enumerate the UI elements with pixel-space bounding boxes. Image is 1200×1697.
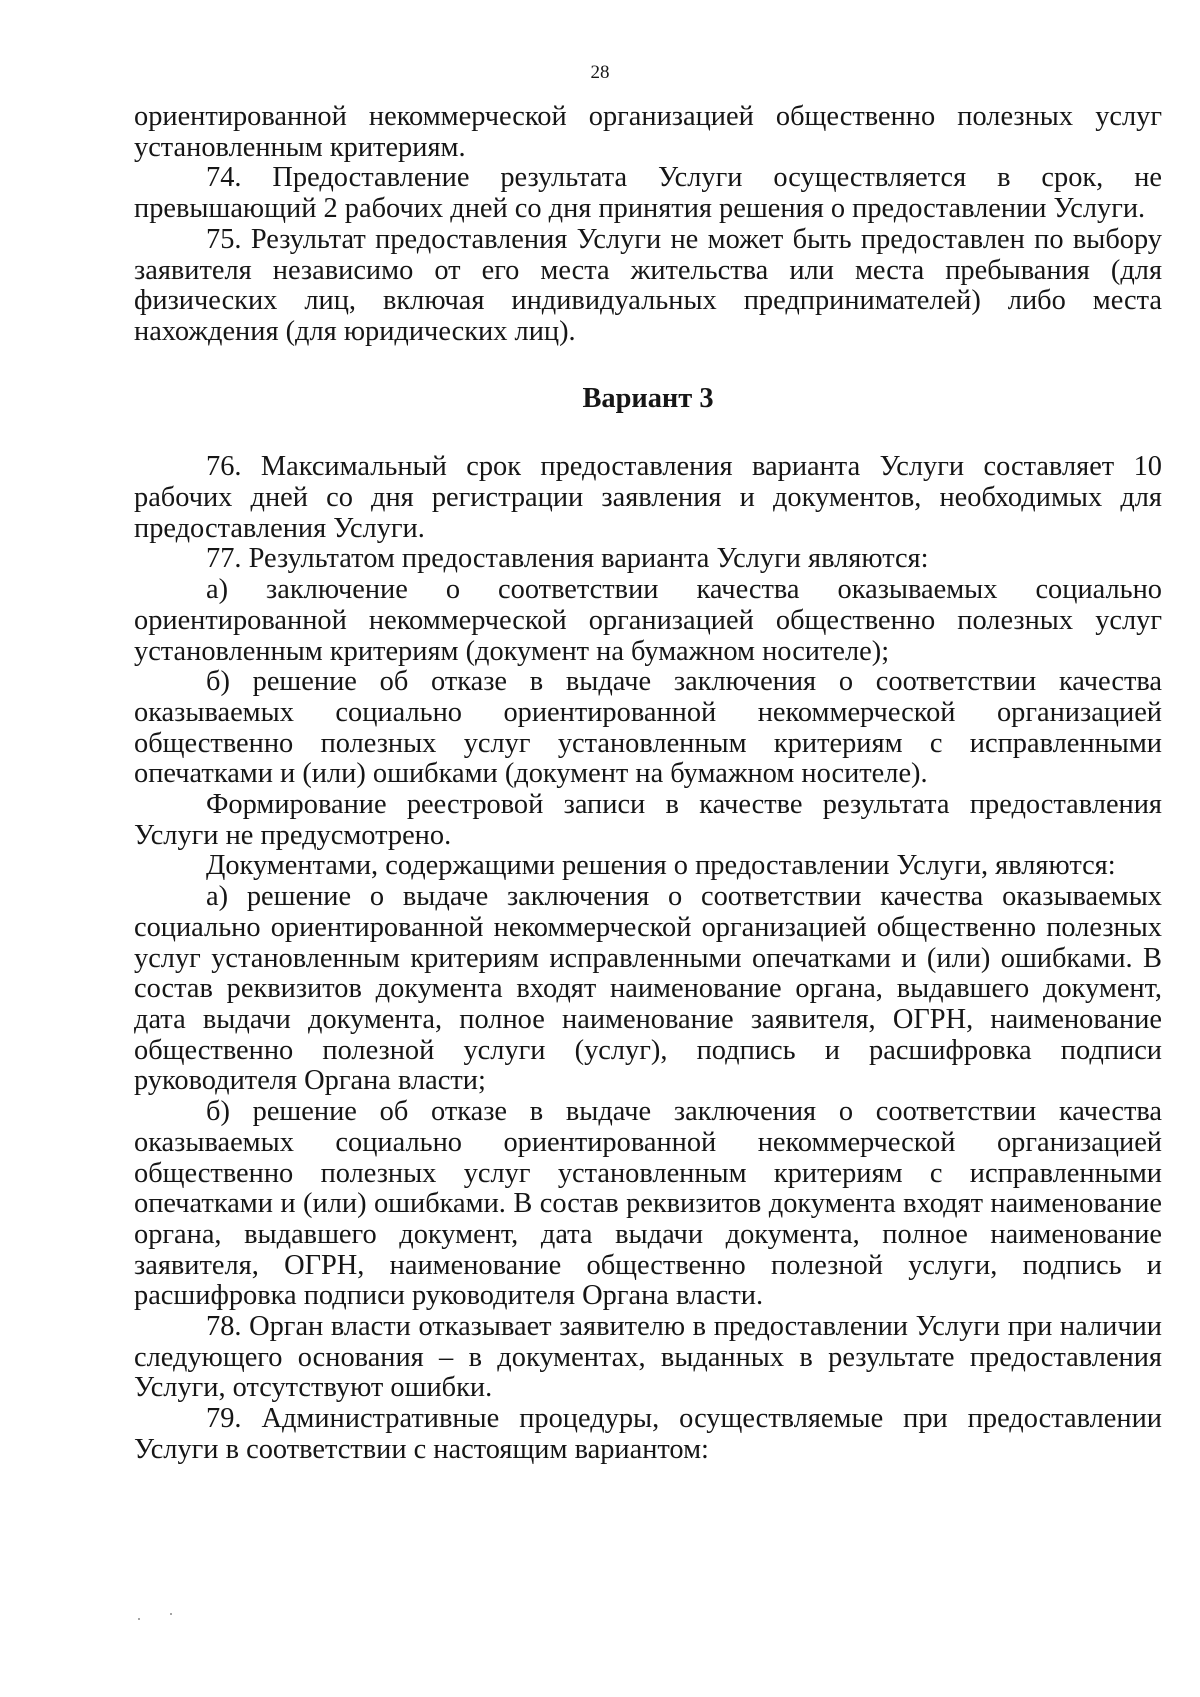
paragraph-79: 79. Административные процедуры, осуществляемые при предоставлении Услуги в соответствии с настоящим вариантом:	[134, 1403, 1162, 1465]
paragraph-registry-record: Формирование реестровой записи в качестве результата предоставления Услуги не предусмотрено.	[134, 789, 1162, 851]
document-body	[134, 102, 1162, 1466]
paragraph-continuation: ориентированной некоммерческой организацией общественно полезных услуг установленным критериям.	[134, 101, 1162, 163]
paragraph-decision-documents: Документами, содержащими решения о предоставлении Услуги, являются:	[206, 850, 1116, 882]
scan-speck	[138, 1618, 140, 1620]
paragraph-76: 76. Максимальный срок предоставления варианта Услуги составляет 10 рабочих дней со дня регистрации заявления и документов, необходимых для предоставления Услуги.	[134, 451, 1162, 544]
list-item-decision-b: б) решение об отказе в выдаче заключения о соответствии качества оказываемых социально ориентированной некоммерческой организацией общественно полезных услуг установленным критериям с исправленными опечатками и (или) ошибками. В состав реквизитов документа входят наименование органа, выдавшего документ, дата выдачи документа, полное наименование заявителя, ОГРН, наименование общественно полезной услуги, подпись и расшифровка подписи руководителя Органа власти.	[134, 1096, 1162, 1312]
section-heading: Вариант 3	[582, 382, 714, 414]
scan-speck	[170, 1613, 172, 1615]
paragraph-74: 74. Предоставление результата Услуги осуществляется в срок, не превышающий 2 рабочих дней со дня принятия решения о предоставлении Услуги.	[134, 162, 1162, 225]
list-item-77b: б) решение об отказе в выдаче заключения о соответствии качества оказываемых социально ориентированной некоммерческой организацией общественно полезных услуг установленным критериям с исправленными опечатками и (или) ошибками (документ на бумажном носителе).	[134, 666, 1162, 790]
paragraph-75: 75. Результат предоставления Услуги не может быть предоставлен по выбору заявителя независимо от его места жительства или места пребывания (для физических лиц, включая индивидуальных предпринимателей) либо места нахождения (для юридических лиц).	[134, 223, 1162, 347]
paragraph-78: 78. Орган власти отказывает заявителю в предоставлении Услуги при наличии следующего основания – в документах, выданных в результате предоставления Услуги, отсутствуют ошибки.	[134, 1311, 1162, 1404]
page-number: 28	[590, 62, 610, 83]
list-item-77a: а) заключение о соответствии качества оказываемых социально ориентированной некоммерческой организацией общественно полезных услуг установленным критериям (документ на бумажном носителе);	[134, 574, 1162, 667]
paragraph-77: 77. Результатом предоставления варианта Услуги являются:	[206, 543, 929, 575]
list-item-decision-a: а) решение о выдаче заключения о соответствии качества оказываемых социально ориентированной некоммерческой организацией общественно полезных услуг установленным критериям исправленными опечатками и (или) ошибками. В состав реквизитов документа входят наименование органа, выдавшего документ, дата выдачи документа, полное наименование заявителя, ОГРН, наименование общественно полезной услуги (услуг), подпись и расшифровка подписи руководителя Органа власти;	[134, 881, 1162, 1097]
